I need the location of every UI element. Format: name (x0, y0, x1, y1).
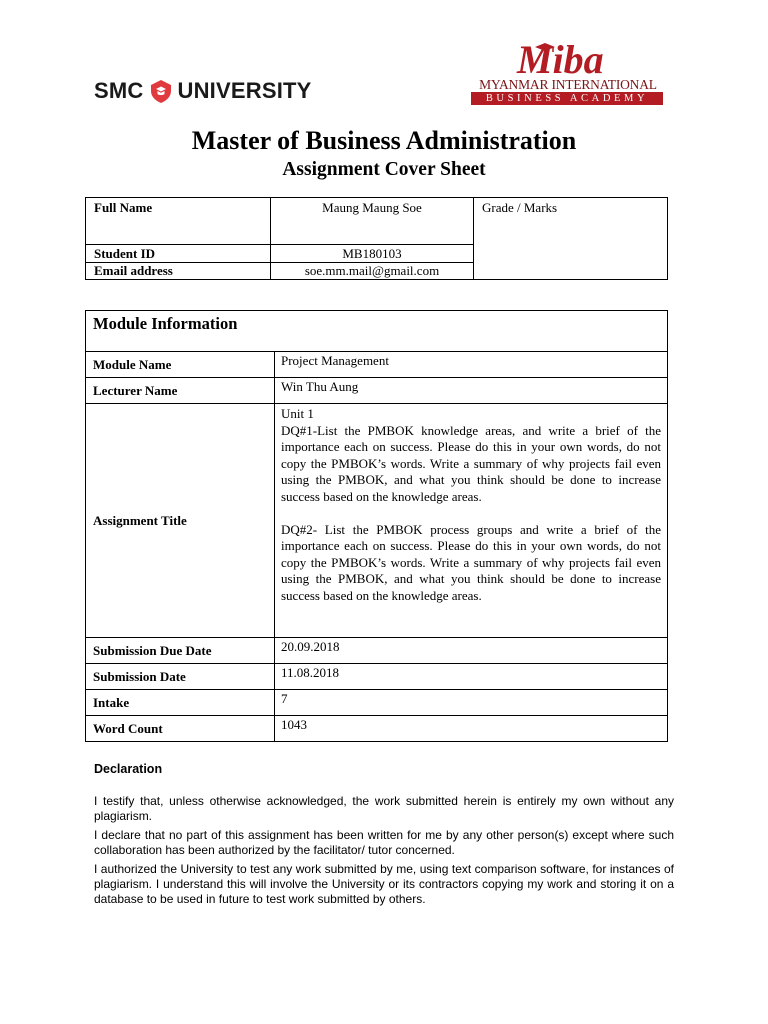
student-id-value: MB180103 (271, 245, 474, 263)
intake-label: Intake (86, 690, 275, 716)
smc-university-logo (94, 76, 312, 106)
miba-wordmark: Miba (517, 37, 604, 82)
miba-academy-band: BUSINESS ACADEMY (471, 92, 663, 105)
declaration-paragraph-2: I declare that no part of this assignment has been written for me by any other person(s) except where such collaboration has been authorized by the facilitator/ tutor concerned. (94, 828, 674, 857)
declaration-paragraph-3: I authorized the University to test any work submitted by me, using text comparison software, for instances of plagiarism. I understand this will involve the University or its contractors copying my work and storing it on a database to be used in future to test work submitted by others. (94, 862, 674, 906)
grade-marks-label: Grade / Marks (482, 200, 558, 215)
student-info-table (85, 197, 668, 280)
smc-logo-university-text: UNIVERSITY (177, 78, 312, 103)
lecturer-name-label: Lecturer Name (86, 378, 275, 404)
smc-logo-text: SMC (94, 78, 144, 103)
email-value: soe.mm.mail@gmail.com (271, 263, 474, 280)
declaration-paragraph-1: I testify that, unless otherwise acknowledged, the work submitted herein is entirely my own without any plagiarism. (94, 794, 674, 823)
assignment-title-value (275, 404, 668, 638)
module-info-heading: Module Information (86, 311, 668, 352)
document-subtitle: Assignment Cover Sheet (282, 159, 486, 180)
submission-due-date-value: 20.09.2018 (275, 638, 668, 664)
document-title: Master of Business Administration (191, 126, 577, 155)
full-name-label: Full Name (86, 198, 271, 245)
module-info-table (85, 310, 668, 742)
assignment-dq1: DQ#1-List the PMBOK knowledge areas, and write a brief of the importance each on success. Please do this in your own words, do not copy the PMBOK’s words. Write a summary of why projects fail even using the PMBOK, and what you think should be done to increase success based on the knowledge areas. (281, 422, 661, 504)
assignment-dq2: DQ#2- List the PMBOK process groups and write a brief of the importance each on success. Please do this in your own words, do not copy the PMBOK’s words. Write a summary of why projects fail even using the PMBOK, and what you think should be done to increase success based on the knowledge areas. (281, 521, 661, 603)
submission-date-value: 11.08.2018 (275, 664, 668, 690)
word-count-label: Word Count (86, 716, 275, 742)
smc-shield-icon (148, 78, 174, 104)
miba-logo (471, 37, 665, 106)
submission-due-date-label: Submission Due Date (86, 638, 275, 664)
submission-date-label: Submission Date (86, 664, 275, 690)
student-id-label: Student ID (86, 245, 271, 263)
email-label: Email address (86, 263, 271, 280)
full-name-value: Maung Maung Soe (271, 198, 474, 245)
module-name-label: Module Name (86, 352, 275, 378)
declaration-heading: Declaration (94, 762, 163, 776)
intake-value: 7 (275, 690, 668, 716)
grade-marks-cell (474, 198, 668, 280)
assignment-title-label: Assignment Title (86, 404, 275, 638)
module-name-value: Project Management (275, 352, 668, 378)
lecturer-name-value: Win Thu Aung (275, 378, 668, 404)
assignment-unit: Unit 1 (281, 406, 314, 421)
word-count-value: 1043 (275, 716, 668, 742)
miba-name-line: MYANMAR INTERNATIONAL (479, 77, 657, 92)
